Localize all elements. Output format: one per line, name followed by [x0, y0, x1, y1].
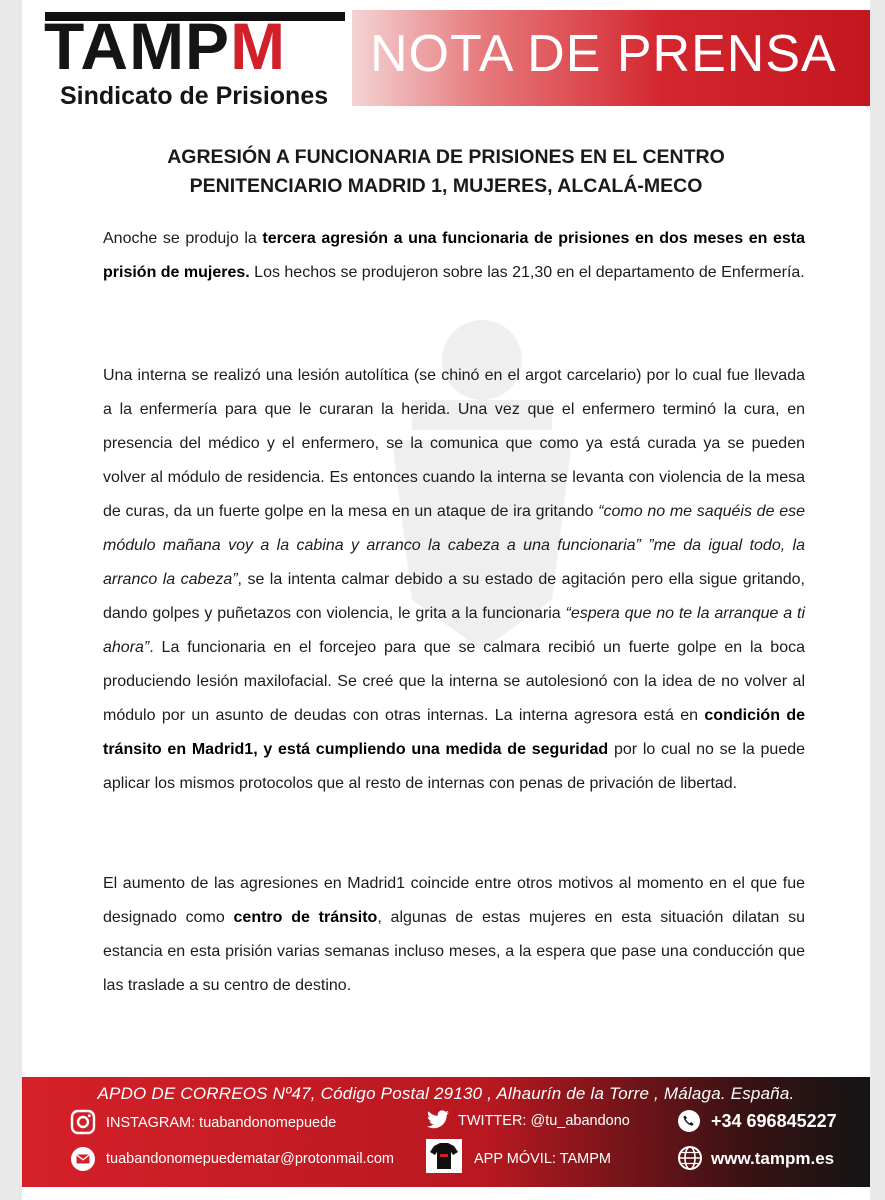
- paragraph-3: [103, 867, 805, 1003]
- p2-text-a: Una interna se realizó una lesión autolítica (se chinó en el argot carcelario) por lo cual fue llevada a la enfermería para que le curaran la herida. Una vez que el enfermero terminó la cura, en presencia del médico y el enfermero, se la comunica que como ya está curada ya se pueden volver al módulo de residencia. Es entonces cuando la interna se levanta con violencia de la mesa de curas, da un fuerte golpe en la mesa en un ataque de ira gritando: [103, 367, 805, 520]
- p2-text-g: por lo cual no se la puede aplicar los mismos protocolos que al resto de internas con penas de privación de libertad.: [103, 741, 806, 792]
- contact-footer: [22, 1077, 870, 1187]
- email-address[interactable]: tuabandonomepuedematar@protonmail.com: [106, 1151, 394, 1167]
- p2-text-c: , se la intenta calmar debido a su estado de agitación pero ella sigue gritando, dando golpes y puñetazos con violencia, le grita a la funcionaria: [103, 571, 806, 622]
- title-line-2: PENITENCIARIO MADRID 1, MUJERES, ALCALÁ-MECO: [189, 175, 703, 197]
- twitter-handle[interactable]: TWITTER: @tu_abandono: [458, 1113, 630, 1129]
- p3-text-a: El aumento de las agresiones en Madrid1 coincide entre otros motivos al momento en el que fue designado como: [103, 875, 805, 926]
- instagram-icon: [70, 1109, 96, 1135]
- globe-icon: [677, 1145, 703, 1171]
- p2-text-e: . La funcionaria en el forcejeo para que se calmara recibió un fuerte golpe en la boca produciendo lesión maxilofacial. Se creé que la interna se autolesionó con la idea de no volver al módulo por un asunto de deudas con otras internas. La interna agresora está en: [103, 639, 805, 724]
- p2-quote-2: “espera que no te la arranque a ti ahora”: [103, 605, 805, 656]
- article-title: [22, 143, 870, 201]
- app-name[interactable]: APP MÓVIL: TAMPM: [474, 1151, 611, 1167]
- title-line-1: AGRESIÓN A FUNCIONARIA DE PRISIONES EN EL CENTRO: [167, 146, 725, 168]
- phone-number[interactable]: +34 696845227: [711, 1111, 837, 1131]
- website-url[interactable]: www.tampm.es: [711, 1149, 835, 1168]
- p1-text-a: Anoche se produjo la: [103, 230, 263, 247]
- logo-text-tamp: TAMP: [44, 9, 231, 83]
- press-release-banner: [352, 10, 870, 106]
- paragraph-2: [103, 359, 805, 801]
- logo-text-m: M: [230, 9, 287, 83]
- logo-subtitle: Sindicato de Prisiones: [60, 82, 329, 110]
- p1-bold: tercera agresión a una funcionaria de prisiones en dos meses en esta prisión de mujeres.: [103, 230, 805, 281]
- tampm-logo: [44, 9, 344, 83]
- p2-bold: condición de tránsito en Madrid1, y está cumpliendo una medida de seguridad: [103, 707, 805, 758]
- paragraph-1: [103, 222, 805, 290]
- p3-text-c: , algunas de estas mujeres en esta situación dilatan su estancia en esta prisión varias semanas incluso meses, a la espera que pase una conducción que las traslade a su centro de destino.: [103, 909, 805, 994]
- phone-icon: [677, 1109, 701, 1133]
- instagram-handle[interactable]: INSTAGRAM: tuabandonomepuede: [106, 1115, 337, 1131]
- postal-address: APDO DE CORREOS Nº47, Código Postal 29130 , Alhaurín de la Torre , Málaga. España.: [97, 1084, 795, 1103]
- p3-bold: centro de tránsito: [233, 909, 378, 926]
- press-release-page: [22, 0, 870, 1200]
- twitter-icon: [426, 1110, 450, 1130]
- email-icon: [70, 1146, 96, 1172]
- p1-text-c: Los hechos se produjeron sobre las 21,30 en el departamento de Enfermería.: [249, 264, 805, 281]
- p2-quote-1: “como no me saquéis de ese módulo mañana voy a la cabina y arranco la cabeza a una funcionaria” ”me da igual todo, la arranco la cabeza”: [103, 503, 805, 588]
- app-shirt-icon: [426, 1139, 462, 1173]
- banner-title: NOTA DE PRENSA: [370, 25, 837, 83]
